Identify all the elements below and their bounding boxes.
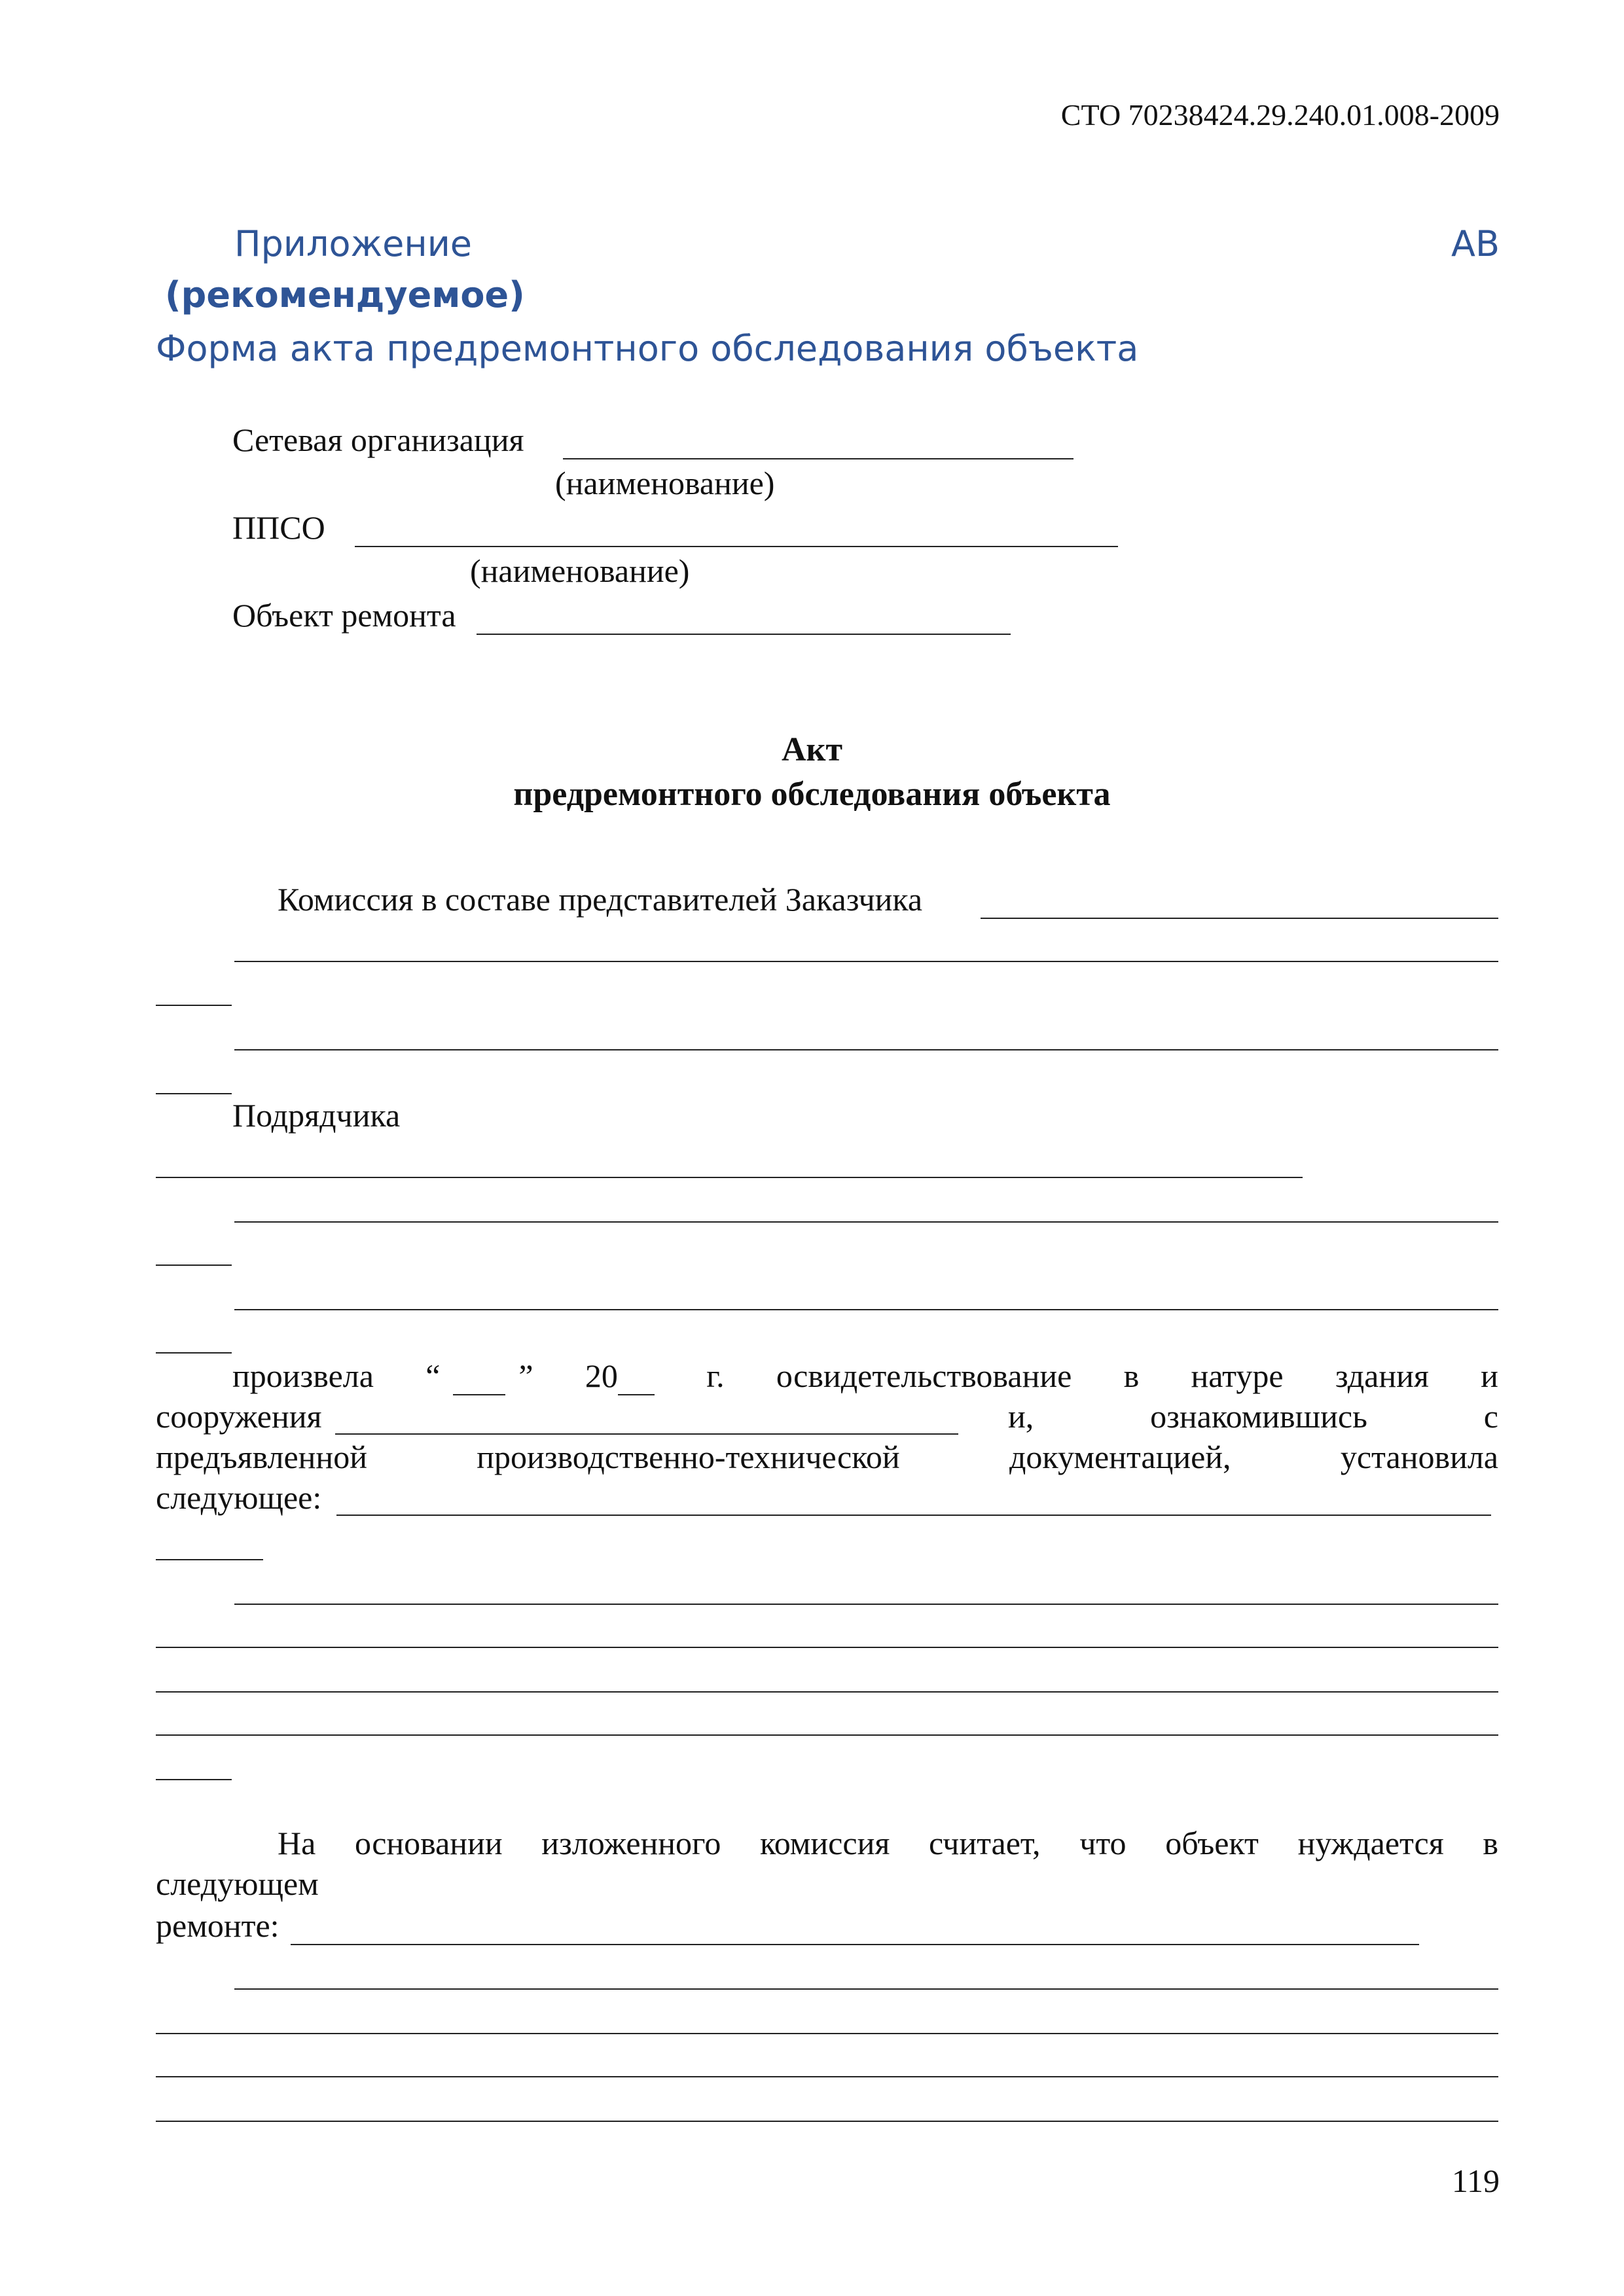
year-prefix: 20 bbox=[585, 1357, 618, 1394]
repair-object-label: Объект ремонта bbox=[232, 597, 456, 634]
structures-label: сооружения bbox=[156, 1398, 322, 1435]
findings-line-6[interactable] bbox=[156, 1734, 1498, 1736]
documentation-line bbox=[156, 1437, 1498, 1477]
quote-open: “ bbox=[425, 1357, 441, 1394]
findings-line-2[interactable] bbox=[156, 1559, 263, 1560]
network-org-label: Сетевая организация bbox=[232, 422, 524, 458]
appendix-status-text: (рекомендуемое) bbox=[165, 274, 525, 315]
following-label: следующее: bbox=[156, 1479, 322, 1516]
customer-line-1[interactable] bbox=[981, 918, 1498, 919]
word: освидетельствование bbox=[776, 1357, 1072, 1394]
contractor-line-4[interactable] bbox=[234, 1309, 1498, 1310]
appendix-letter: АВ bbox=[1451, 223, 1500, 264]
word: здания bbox=[1335, 1357, 1429, 1394]
conclusion-line bbox=[278, 1823, 1498, 1863]
ppso-hint: (наименование) bbox=[470, 552, 690, 589]
word: что bbox=[1079, 1825, 1127, 1861]
word: изложенного bbox=[541, 1825, 721, 1861]
word: основании bbox=[354, 1825, 503, 1861]
customer-line-3[interactable] bbox=[156, 1005, 232, 1006]
act-subtitle: предремонтного обследования объекта bbox=[513, 776, 1111, 813]
word: предъявленной bbox=[156, 1439, 367, 1475]
findings-line-3[interactable] bbox=[234, 1604, 1498, 1605]
word: производственно-технической bbox=[477, 1439, 900, 1475]
year-blank[interactable] bbox=[618, 1356, 655, 1395]
word: в bbox=[1123, 1357, 1140, 1394]
customer-line-2[interactable] bbox=[234, 961, 1498, 962]
word: считает, bbox=[928, 1825, 1041, 1861]
customer-line-4[interactable] bbox=[234, 1049, 1498, 1050]
ppso-label: ППСО bbox=[232, 509, 325, 546]
act-title: Акт bbox=[781, 731, 843, 768]
repair-line-3[interactable] bbox=[156, 2033, 1498, 2034]
customer-line-5[interactable] bbox=[156, 1093, 232, 1094]
word: ознакомившись bbox=[1150, 1398, 1367, 1435]
network-org-hint: (наименование) bbox=[555, 465, 775, 501]
word: нуждается bbox=[1297, 1825, 1444, 1861]
word: комиссия bbox=[759, 1825, 890, 1861]
repair-line-2[interactable] bbox=[234, 1988, 1498, 1990]
quote-close: ” bbox=[518, 1357, 533, 1394]
year-field[interactable] bbox=[585, 1356, 655, 1395]
repair-label: ремонте: bbox=[156, 1907, 280, 1944]
ppso-line[interactable] bbox=[355, 546, 1118, 547]
word: с bbox=[1483, 1398, 1498, 1435]
appendix-status bbox=[165, 274, 525, 317]
appendix-label: Приложение bbox=[234, 223, 473, 264]
contractor-line-1[interactable] bbox=[156, 1177, 1303, 1178]
repair-line-4[interactable] bbox=[156, 2076, 1498, 2077]
repair-line-5[interactable] bbox=[156, 2121, 1498, 2122]
contractor-line-2[interactable] bbox=[234, 1221, 1498, 1223]
word: г. bbox=[706, 1357, 725, 1394]
word: установила bbox=[1340, 1439, 1498, 1475]
conclusion-line-2: следующем bbox=[156, 1865, 319, 1902]
contractor-label: Подрядчика bbox=[232, 1097, 401, 1134]
repair-line-1[interactable] bbox=[291, 1944, 1419, 1945]
word: объект bbox=[1165, 1825, 1259, 1861]
date-field[interactable] bbox=[425, 1356, 533, 1395]
network-org-line[interactable] bbox=[563, 458, 1074, 459]
word: документацией, bbox=[1009, 1439, 1231, 1475]
structures-rest bbox=[1008, 1397, 1498, 1436]
structures-line[interactable] bbox=[335, 1433, 958, 1435]
contractor-line-3[interactable] bbox=[156, 1265, 232, 1266]
word: На bbox=[278, 1825, 316, 1861]
appendix-title: Форма акта предремонтного обследования объекта bbox=[156, 328, 1139, 369]
repair-object-line[interactable] bbox=[477, 634, 1011, 635]
contractor-line-5[interactable] bbox=[156, 1352, 232, 1354]
findings-line-5[interactable] bbox=[156, 1691, 1498, 1693]
day-blank[interactable] bbox=[453, 1356, 505, 1395]
document-code: СТО 70238424.29.240.01.008-2009 bbox=[1060, 98, 1500, 132]
findings-line-4[interactable] bbox=[156, 1647, 1498, 1648]
word: произвела bbox=[232, 1357, 374, 1394]
findings-line-7[interactable] bbox=[156, 1779, 232, 1780]
inspection-line bbox=[232, 1356, 1498, 1395]
page-number: 119 bbox=[1451, 2162, 1500, 2199]
word: и, bbox=[1008, 1398, 1034, 1435]
findings-line-1[interactable] bbox=[336, 1515, 1491, 1516]
word: и bbox=[1481, 1357, 1498, 1394]
commission-text: Комиссия в составе представителей Заказчика bbox=[278, 881, 923, 918]
word: в bbox=[1483, 1825, 1498, 1861]
word: натуре bbox=[1191, 1357, 1284, 1394]
